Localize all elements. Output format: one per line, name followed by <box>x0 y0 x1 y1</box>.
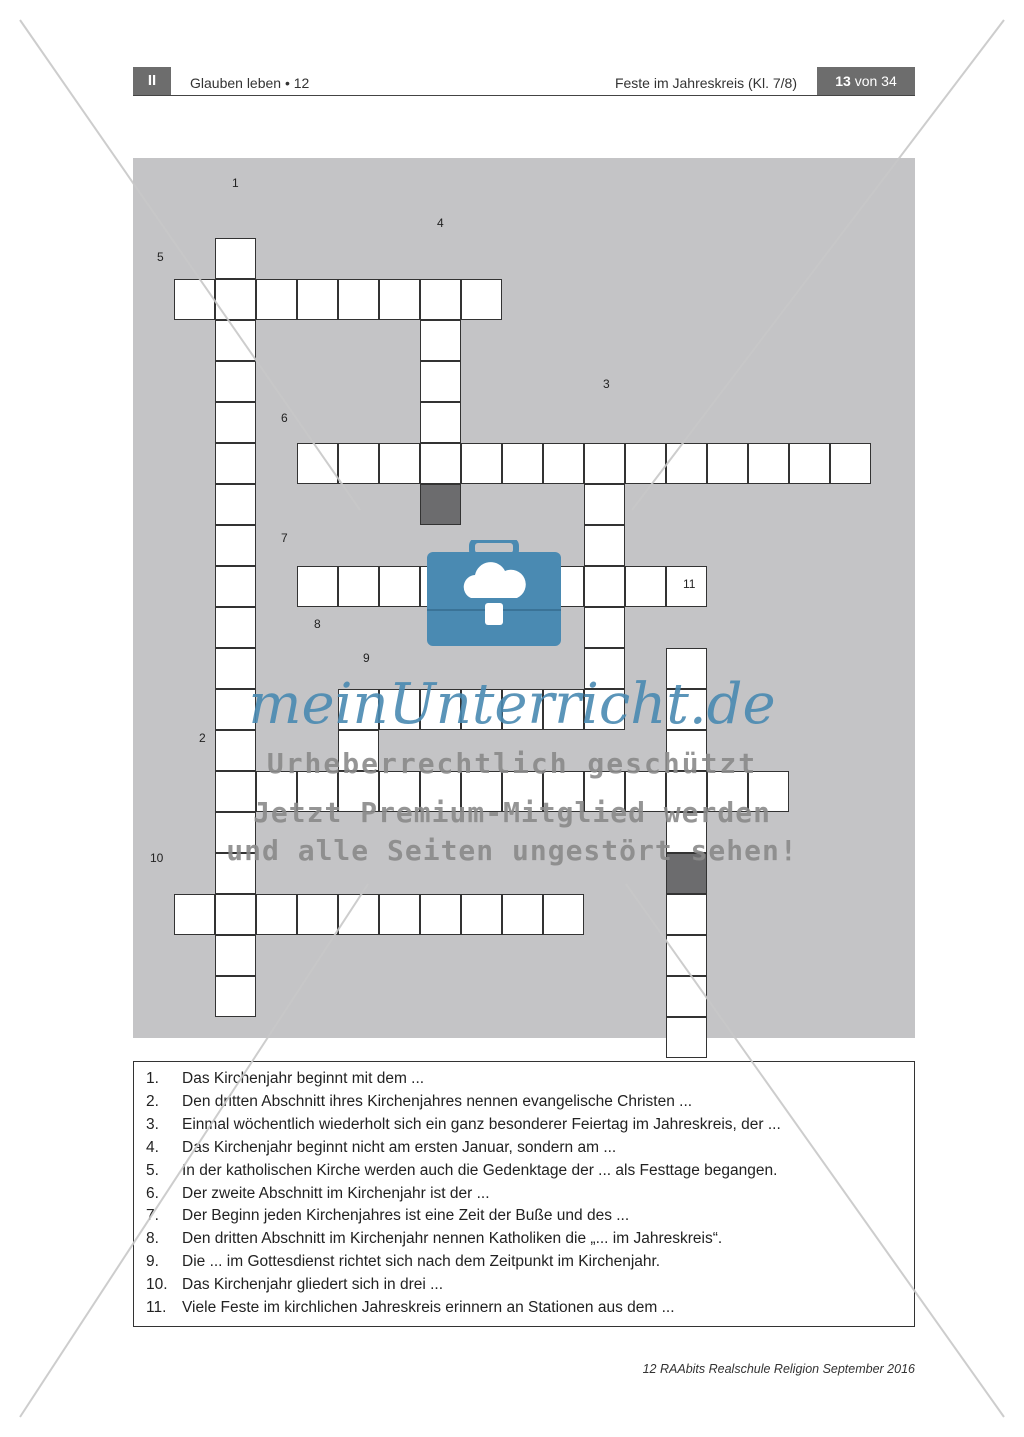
clue-item-number: 1. <box>146 1070 159 1087</box>
clue-item-number: 6. <box>146 1184 159 1202</box>
clue-number-7: 7 <box>281 531 288 545</box>
clue-number-6: 6 <box>281 411 288 425</box>
briefcase-cloud-icon <box>427 540 561 646</box>
section-tab: II <box>133 67 171 95</box>
clue-item-number: 9. <box>146 1253 159 1271</box>
clue-item-number: 5. <box>146 1161 159 1179</box>
watermark-logo: meinUnterricht.de <box>248 672 776 737</box>
clue-item-text: Der Beginn jeden Kirchenjahres ist eine Zeit der Buße und des ... <box>182 1207 630 1225</box>
clue-number-9: 9 <box>363 651 370 665</box>
watermark-line-3: und alle Seiten ungestört sehen! <box>226 834 798 867</box>
clue-number-11: 11 <box>683 577 696 591</box>
clue-item-text: Das Kirchenjahr gliedert sich in drei ... <box>182 1276 444 1294</box>
clue-item-text: In der katholischen Kirche werden auch die Gedenktage der ... als Festtage begangen. <box>182 1161 778 1179</box>
page-current: 13 <box>835 73 851 89</box>
worksheet-title: Feste im Jahreskreis (Kl. 7/8) <box>614 75 797 91</box>
watermark-line-1: Urheberrechtlich geschützt <box>266 747 758 780</box>
watermark-line-2: Jetzt Premium-Mitglied werden <box>253 796 771 829</box>
series-title: Glauben leben • 12 <box>190 75 310 91</box>
clue-number-10: 10 <box>150 851 164 865</box>
clue-item-text: Das Kirchenjahr beginnt mit dem ... <box>182 1070 425 1087</box>
clue-number-5: 5 <box>157 250 164 264</box>
clue-number-1: 1 <box>232 176 239 190</box>
clue-item-text: Der zweite Abschnitt im Kirchenjahr ist der ... <box>182 1184 490 1202</box>
footer-source: 12 RAAbits Realschule Religion September 2016 <box>642 1362 915 1376</box>
clue-item-number: 11. <box>146 1299 167 1317</box>
clue-item-number: 10. <box>146 1276 168 1294</box>
clue-item-number: 4. <box>146 1138 159 1156</box>
clue-number-2: 2 <box>199 731 206 745</box>
clue-item-text: Den dritten Abschnitt ihres Kirchenjahres nennen evangelische Christen ... <box>182 1092 693 1110</box>
clue-item-number: 3. <box>146 1115 159 1133</box>
clue-item-number: 2. <box>146 1092 159 1110</box>
clue-item-text: Die ... im Gottesdienst richtet sich nach dem Zeitpunkt im Kirchenjahr. <box>182 1253 661 1271</box>
clue-item-number: 8. <box>146 1230 159 1248</box>
clue-item-text: Einmal wöchentlich wiederholt sich ein ganz besonderer Feiertag im Jahreskreis, der ... <box>182 1115 781 1133</box>
clue-number-4: 4 <box>437 216 444 230</box>
page-total: von 34 <box>854 73 897 89</box>
clue-item-number: 7. <box>146 1207 159 1225</box>
clue-number-3: 3 <box>603 377 610 391</box>
clue-item-text: Das Kirchenjahr beginnt nicht am ersten Januar, sondern am ... <box>182 1138 617 1156</box>
clue-number-8: 8 <box>314 617 321 631</box>
clue-item-text: Viele Feste im kirchlichen Jahreskreis erinnern an Stationen aus dem ... <box>182 1299 675 1317</box>
clue-item-text: Den dritten Abschnitt im Kirchenjahr nennen Katholiken die „... im Jahreskreis“. <box>182 1230 723 1248</box>
